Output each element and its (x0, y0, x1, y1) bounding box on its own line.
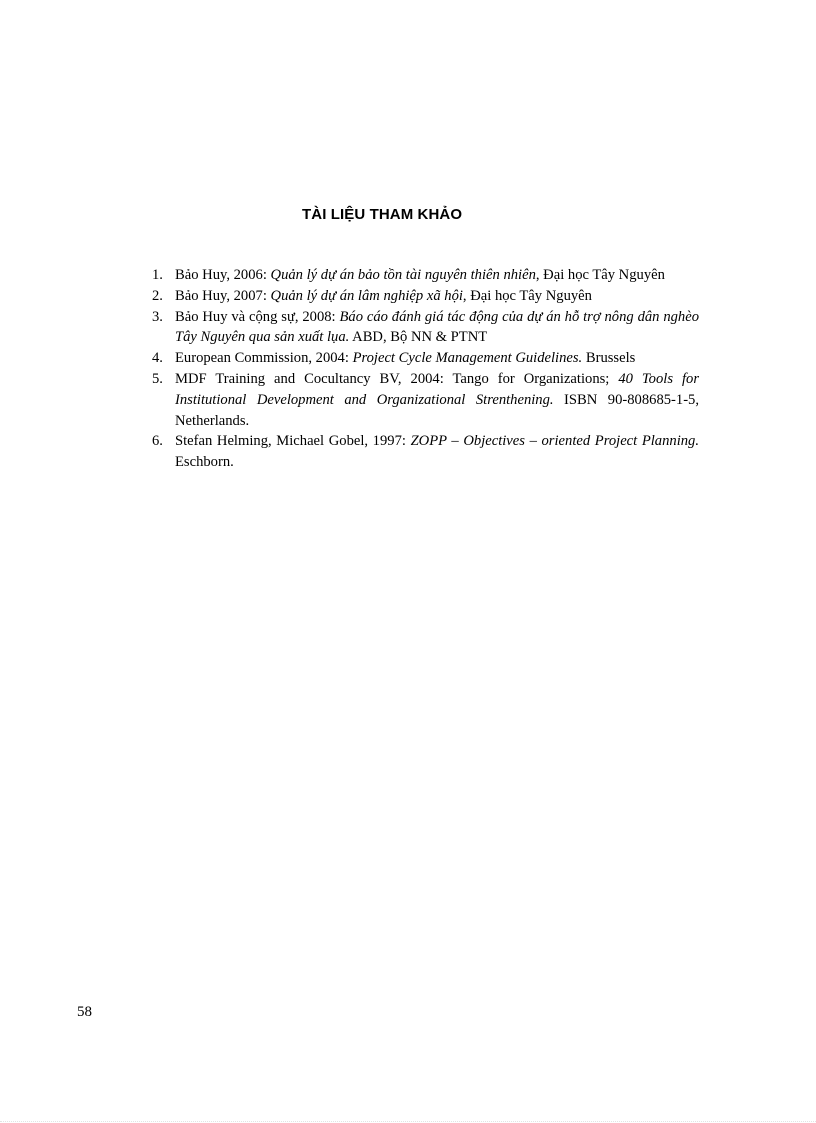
reference-segment: , Đại học Tây Nguyên (462, 287, 592, 304)
reference-text (175, 433, 699, 470)
reference-segment: MDF Training and Cocultancy BV, 2004: Tango for Organizations; (175, 370, 619, 387)
reference-number: 5. (152, 370, 163, 387)
reference-item (152, 265, 699, 286)
reference-number: 3. (152, 308, 163, 325)
reference-title-segment: Project Cycle Management Guidelines. (352, 350, 583, 367)
reference-item (152, 348, 699, 369)
reference-text (175, 350, 635, 366)
reference-title-segment: Quản lý dự án bảo tồn tài nguyên thiên nhiên (270, 267, 536, 283)
reference-segment: , Đại học Tây Nguyên (535, 267, 665, 283)
reference-segment: Brussels (582, 350, 636, 367)
reference-segment: ABD, Bộ NN & PTNT (349, 329, 488, 346)
reference-title-segment: ZOPP – Objectives – oriented Project Planning. (410, 433, 699, 450)
reference-text (175, 288, 592, 304)
reference-segment: Stefan Helming, Michael Gobel, 1997: (175, 433, 411, 450)
reference-title-segment: Quản lý dự án lâm nghiệp xã hội (270, 287, 463, 304)
reference-number: 6. (152, 433, 163, 450)
page-title: TÀI LIỆU THAM KHẢO (302, 206, 463, 224)
reference-item (152, 307, 699, 349)
reference-item (152, 431, 699, 473)
reference-number: 4. (152, 350, 163, 367)
reference-segment: European Commission, 2004: (175, 350, 353, 367)
reference-title-segment: 40 Tools for Institutional Development and Organizational Strenthening. (175, 370, 699, 408)
reference-item (152, 286, 699, 307)
reference-text (175, 309, 699, 346)
reference-text (175, 371, 699, 429)
reference-segment: Bảo Huy và cộng sự, 2008: (175, 308, 340, 325)
reference-segment: Eschborn. (175, 454, 234, 471)
reference-segment: Bảo Huy, 2007: (175, 287, 271, 304)
reference-segment: Bảo Huy, 2006: (175, 267, 271, 283)
reference-title-segment: Báo cáo đánh giá tác động của dự án hỗ trợ nông dân nghèo Tây Nguyên qua sản xuất lụa. (175, 308, 699, 346)
page-bottom-divider (0, 1121, 816, 1122)
reference-number: 2. (152, 287, 163, 304)
reference-item (152, 369, 699, 431)
reference-number: 1. (152, 267, 163, 283)
page-number: 58 (77, 1004, 92, 1020)
reference-segment: ISBN 90-808685-1-5, Netherlands. (175, 391, 699, 429)
reference-list (152, 265, 699, 473)
reference-text (175, 267, 665, 283)
